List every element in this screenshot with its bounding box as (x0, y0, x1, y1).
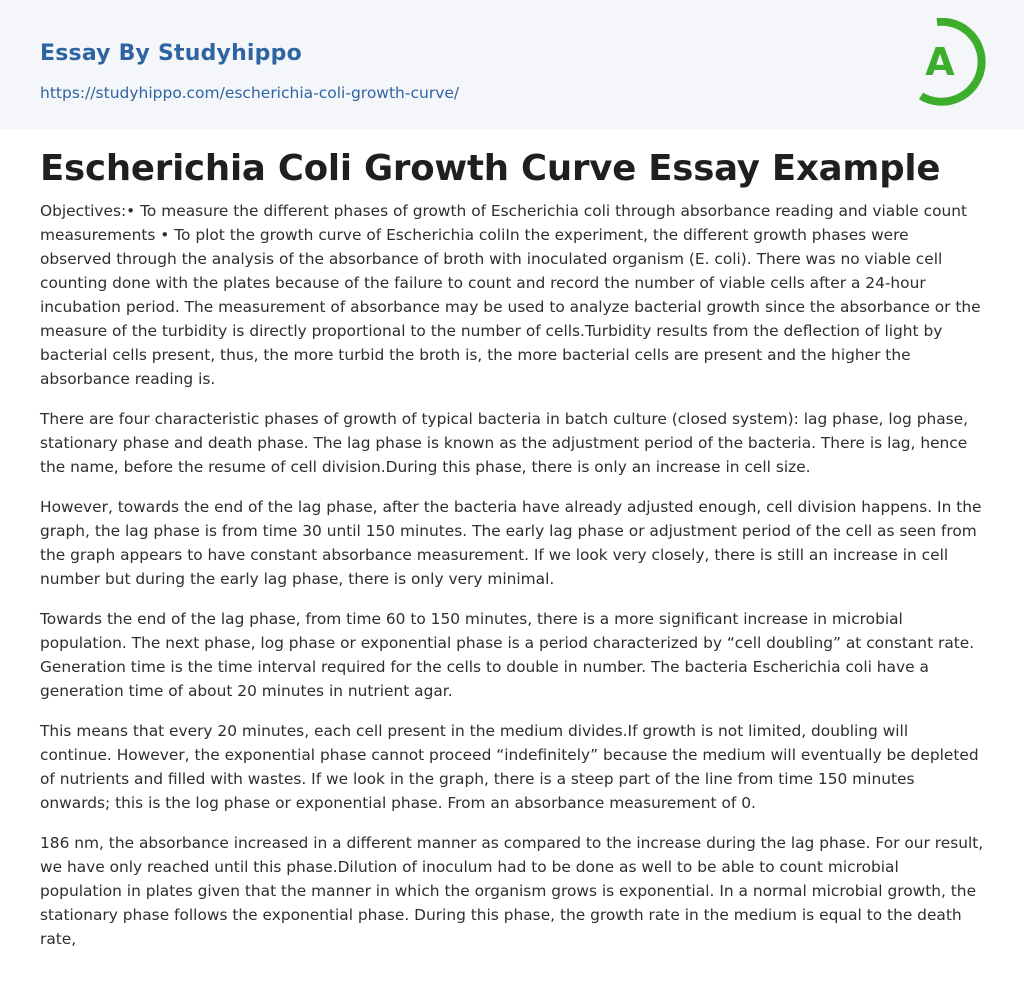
paragraph-1: Objectives:• To measure the different phases of growth of Escherichia coli through absorbance reading and viable count measurements • To plot the growth curve of Escherichia coliIn the experiment, the different growth phases were observed through the analysis of the absorbance of broth with inoculated organism (E. coli). There was no viable cell counting done with the plates because of the failure to count and record the number of viable cells after a 24-hour incubation period. The measurement of absorbance may be used to analyze bacterial growth since the absorbance or the measure of the turbidity is directly proportional to the number of cells.Turbidity results from the deflection of light by bacterial cells present, thus, the more turbid the broth is, the more bacterial cells are present and the higher the absorbance reading is. (40, 202, 981, 388)
circular-a-logo-icon[interactable] (903, 18, 989, 106)
site-header (0, 0, 1024, 129)
article (0, 129, 1024, 951)
paragraph-4: Towards the end of the lag phase, from time 60 to 150 minutes, there is a more significant increase in microbial population. The next phase, log phase or exponential phase is a period characterized by “cell doubling” at constant rate. Generation time is the time interval required for the cells to double in number. The bacteria Escherichia coli have a generation time of about 20 minutes in nutrient agar. (40, 610, 975, 700)
source-url-link[interactable]: https://studyhippo.com/escherichia-coli-growth-curve/ (40, 84, 460, 102)
page-title: Escherichia Coli Growth Curve Essay Example (40, 148, 941, 189)
paragraph-5: This means that every 20 minutes, each cell present in the medium divides.If growth is not limited, doubling will continue. However, the exponential phase cannot proceed “indefinitely” because the medium will eventually be depleted of nutrients and filled with wastes. If we look in the graph, there is a steep part of the line from time 150 minutes onwards; this is the log phase or exponential phase. From an absorbance measurement of 0. (40, 722, 979, 812)
paragraph-3: However, towards the end of the lag phase, after the bacteria have already adjusted enough, cell division happens. In the graph, the lag phase is from time 30 until 150 minutes. The early lag phase or adjustment period of the cell as seen from the graph appears to have constant absorbance measurement. If we look very closely, there is still an increase in cell number but during the early lag phase, there is only very minimal. (40, 498, 982, 588)
paragraph-6: 186 nm, the absorbance increased in a different manner as compared to the increase during the lag phase. For our result, we have only reached until this phase.Dilution of inoculum had to be done as well to be able to count microbial population in plates given that the manner in which the organism grows is exponential. In a normal microbial growth, the stationary phase follows the exponential phase. During this phase, the growth rate in the medium is equal to the death rate, (40, 834, 984, 948)
paragraph-2: There are four characteristic phases of growth of typical bacteria in batch culture (closed system): lag phase, log phase, stationary phase and death phase. The lag phase is known as the adjustment period of the bacteria. There is lag, hence the name, before the resume of cell division.During this phase, there is only an increase in cell size. (40, 410, 969, 476)
logo-letter: A (925, 40, 955, 84)
brand-title[interactable]: Essay By Studyhippo (40, 41, 302, 66)
